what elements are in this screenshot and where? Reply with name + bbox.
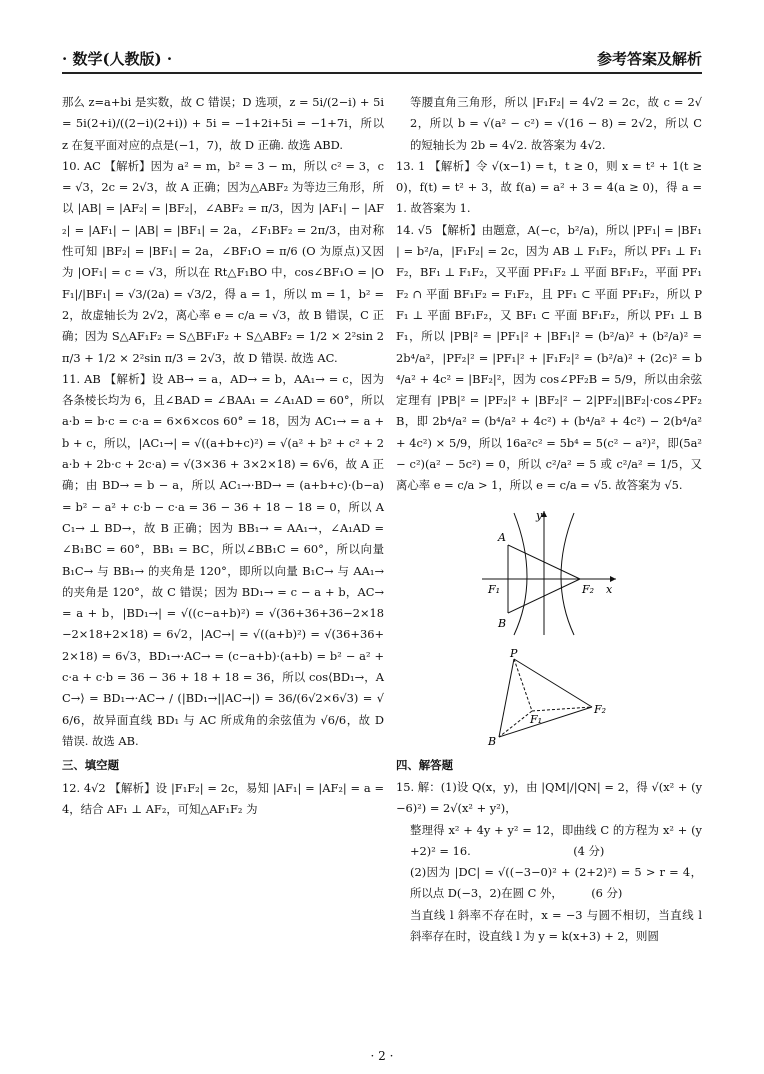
pyramid-figure — [474, 649, 624, 749]
point-b-label: B — [498, 616, 507, 630]
y-label: y — [536, 508, 543, 522]
header-title: 参考答案及解析 — [596, 50, 702, 68]
edge-pf2 — [514, 659, 592, 707]
x-axis-arrow — [610, 576, 616, 582]
paragraph: 10. AC 【解析】因为 a² = m，b² = 3 − m，所以 c² = 3，c = √3，2c = 2√3，故 A 正确；因为△ABF₂ 为等边三角形，所以 |AB| = |AF₂| = |BF₂|，∠ABF₂ = π/3，因为 |AF₁| − |AF₂| = |AF₁| − |AB| = |BF₁| = 2a，∠F₁BF₂ = 2π/3，由对称性可知 |BF₂| = |BF₁| = 2a，∠BF₁O = π/6 (O 为原点)又因为 |OF₁| = c = √3，所以在 Rt△F₁BO 中，cos∠BF₁O = |OF₁|/|BF₁| = √3/(2a) = √3/2，得 a = 1，所以 m = 1，b² = 2，故虚轴长为 2√2，离心率 e = c/a = √3，故 B 错误，C 正确；因为 S△AF₁F₂ = S△BF₁F₂ + S△ABF₂ = 1/2 × 2²sin 2π/3 + 1/2 × 2²sin π/3 = 2√3，故 D 错误. 故选 AC. — [62, 158, 384, 365]
point-f1-label: F₁ — [530, 712, 543, 726]
paragraph: 那么 z=a+bi 是实数，故 C 错误；D 选项，z = 5i/(2−i) + 5i = 5i(2+i)/((2−i)(2+i)) + 5i = −1+2i+5i = −1+7i，所以 z 在复平面对应的点是(−1，7)，故 D 正确. 故选 ABD. — [62, 95, 384, 152]
paragraph: (2)因为 |DC| = √((−3−0)² + (2+2)²) = 5 > r = 4，所以点 D(−3，2)在圆 C 外， (6 分) — [410, 865, 702, 901]
right-branch — [561, 513, 574, 635]
edge-pf1 — [514, 659, 532, 711]
point-p-label: P — [510, 648, 518, 660]
edge-f1b — [499, 711, 532, 737]
right-column — [396, 92, 702, 947]
page-number: · 2 · — [370, 1049, 394, 1063]
paragraph: 当直线 l 斜率不存在时，x = −3 与圆不相切，当直线 l 斜率存在时，设直线 l 为 y = k(x+3) + 2，则圆 — [410, 907, 702, 944]
point-f2-label: F₂ — [594, 702, 607, 716]
subject-label: · 数学(人教版) · — [62, 50, 173, 68]
paragraph: 12. 4√2 【解析】设 |F₁F₂| = 2c，易知 |AF₁| = |AF₂| = a = 4，结合 AF₁ ⊥ AF₂，可知△AF₁F₂ 为 — [62, 780, 384, 816]
hyperbola-figure — [474, 507, 624, 639]
paragraph: 15. 解：(1)设 Q(x，y)，由 |QM|/|QN| = 2，得 √(x² + (y−6)²) = 2√(x² + y²)， — [396, 779, 702, 816]
point-a-label: A — [498, 530, 506, 544]
edge-bf2 — [499, 707, 592, 737]
paragraph: 11. AB 【解析】设 AB→ = a，AD→ = b，AA₁→ = c，因为各条棱长均为 6，且∠BAD = ∠BAA₁ = ∠A₁AD = 60°，所以 a·b = b·c = c·a = 6×6×cos 60° = 18，因为 AC₁→ = a + b + c，所以，|AC₁→| = √((a+b+c)²) = √(a² + b² + c² + 2a·b + 2b·c + 2c·a) = √(3×36 + 3×2×18) = 6√6，故 A 正确；由 BD→ = b − a，所以 AC₁→·BD→ = (a+b+c)·(b−a) = b² − a² + c·b − c·a = 36 − 36 + 18 − 18 = 0，所以 AC₁→ ⊥ BD→，故 B 正确；因为 BB₁→ = AA₁→，∠A₁AD = ∠B₁BC = 60°，BB₁ = BC，所以∠BB₁C = 60°，所以向量 B₁C→ 与 BB₁→ 的夹角是 120°，即所以向量 B₁C→ 与 AA₁→ 的夹角是 120°，故 C 错误；因为 BD₁→ = c − a + b，AC→ = a + b，|BD₁→| = √((c−a+b)²) = √(36+36+36−2×18−2×18+2×18) = 6√2，|AC→| = √((a+b)²) = √(36+36+2×18) = 6√3，BD₁→·AC→ = (c−a+b)·(a+b) = b² − a² + c·a + c·b = 36 − 36 + 18 + 18 = 36，所以 cos⟨BD₁→，AC→⟩ = BD₁→·AC→ / (|BD₁→||AC→|) = 36/(6√2×6√3) = √6/6，故异面直线 BD₁ 与 AC 所成角的余弦值为 √6/6，故 D 错误. 故选 AB. — [62, 371, 384, 748]
section-heading: 三、填空题 — [62, 758, 119, 773]
page-header — [62, 46, 702, 74]
paragraph: 等腰直角三角形，所以 |F₁F₂| = 4√2 = 2c，故 c = 2√2，所以 b = √(a² − c²) = √(16 − 8) = 2√2，所以 C 的短轴长为 2b = 4√2. 故答案为 4√2. — [410, 95, 702, 152]
point-f2-label: F₂ — [582, 582, 595, 596]
left-branch — [514, 513, 527, 635]
edge-pb — [499, 659, 514, 737]
paragraph: 14. √5 【解析】由题意，A(−c，b²/a)，所以 |PF₁| = |BF₁| = b²/a，|F₁F₂| = 2c，因为 AB ⊥ F₁F₂，所以 PF₁ ⊥ F₁F₂，BF₁ ⊥ F₁F₂，又平面 PF₁F₂ ⊥ 平面 BF₁F₂，平面 PF₁F₂ ∩ 平面 BF₁F₂ = F₁F₂，且 PF₁ ⊂ 平面 PF₁F₂，所以 PF₁ ⊥ 平面 BF₁F₂，又 BF₁ ⊂ 平面 BF₁F₂，所以 PF₁ ⊥ BF₁，所以 |PB|² = |PF₁|² + |BF₁|² = (b²/a)² + (b²/a)² = 2b⁴/a²，|PF₂|² = |PF₁|² + |F₁F₂|² = (b²/a)² + (2c)² = b⁴/a² + 4c² = |BF₂|²，因为 cos∠PF₂B = 5/9，所以由余弦定理有 |PB|² = |PF₂|² + |BF₂|² − 2|PF₂||BF₂|·cos∠PF₂B，即 2b⁴/a² = (b⁴/a² + 4c²) + (b⁴/a² + 4c²) − 2(b⁴/a² + 4c²) × 5/9，所以 16a²c² = 5b⁴ = 5(c² − a²)²，即(5a² − c²)(a² − 5c²) = 0，所以 c²/a² = 5 或 c²/a² = 1/5，又离心率 e = c/a > 1，所以 e = c/a = √5. 故答案为 √5. — [396, 222, 702, 493]
section-heading: 四、解答题 — [396, 757, 453, 772]
x-label: x — [606, 582, 613, 596]
point-b-label: B — [488, 734, 497, 748]
paragraph: 13. 1 【解析】令 √(x−1) = t，t ≥ 0，则 x = t² + 1(t ≥ 0)，f(t) = t² + 3，故 f(a) = a² + 3 = 4(a ≥ 0)，得 a = 1. 故答案为 1. — [396, 158, 702, 216]
paragraph: 整理得 x² + 4y + y² = 12，即曲线 C 的方程为 x² + (y+2)² = 16. (4 分) — [410, 822, 702, 858]
point-f1-label: F₁ — [488, 582, 501, 596]
left-column — [62, 92, 384, 820]
